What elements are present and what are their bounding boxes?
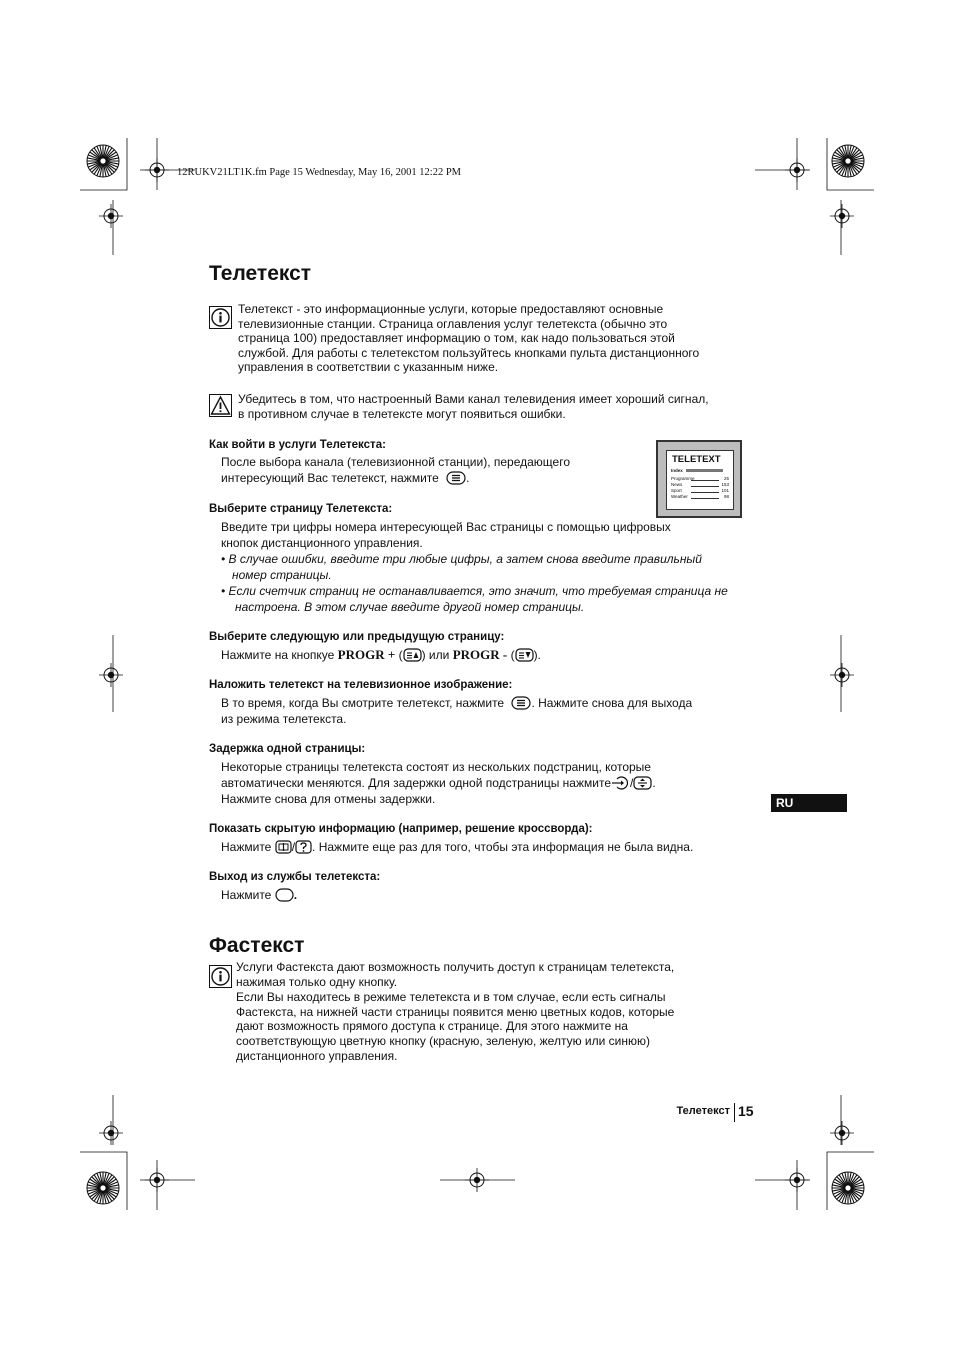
index-label: Index: [671, 468, 683, 473]
bullet-line: настроена. В этом случае введите другой номер страницы.: [235, 600, 585, 614]
text-fragment: ) или: [421, 648, 450, 662]
text-line: Услуги Фастекста дают возможность получить доступ к страницам телетекста,: [236, 960, 675, 974]
row-value: 25: [723, 476, 729, 481]
text-line: Телетекст - это информационные услуги, которые предоставляют основные: [238, 302, 664, 316]
text-fragment: . Нажмите снова для выхода: [531, 696, 693, 710]
text-line: Фастекста, на нижней части страницы появится меню цветных кодов, которые: [236, 1004, 675, 1019]
text-line: нажимая только одну кнопку.: [236, 974, 398, 989]
page-number: 15: [738, 1103, 754, 1119]
bullet-line: • Если счетчик страниц не останавливается, это значит, что требуемая страница не: [221, 584, 728, 598]
row-label: Weather: [671, 494, 688, 499]
page-title: Телетекст: [209, 262, 312, 285]
signal-warning: [238, 392, 709, 421]
text-line: [221, 470, 570, 486]
teletext-screen-illustration: [656, 440, 742, 518]
row-label: News: [671, 482, 683, 487]
teletext-screen-row: [671, 488, 729, 493]
text-fragment: В то время, когда Вы смотрите телетекст, нажмите: [221, 696, 505, 710]
text-line: телевизионные станции. Страница оглавления услуг телетекста (обычно это: [238, 316, 668, 331]
teletext-screen-inner: [666, 450, 734, 510]
progr-minus-label: PROGR -: [452, 647, 508, 662]
fastext-paragraph: [236, 960, 674, 1063]
text-fragment: . Нажмите еще раз для того, чтобы эта информация не была видна.: [312, 840, 694, 854]
section-heading-hold: Задержка одной страницы:: [209, 743, 366, 755]
teletext-button-icon: [511, 696, 531, 710]
text-fragment: /: [630, 776, 634, 790]
text-line: соответствующую цветную кнопку (красную, зеленую, желтую или синюю): [236, 1033, 650, 1048]
page-up-button-icon: [403, 648, 422, 662]
hold-button-icon: [633, 776, 652, 790]
text-fragment: ).: [533, 648, 541, 662]
text-line: страница 100) предоставляет информацию о том, как надо пользоваться этой: [238, 331, 675, 346]
section-heading-next-prev: Выберите следующую или предыдущую страницу:: [209, 631, 505, 643]
text-line: Некоторые страницы телетекста состоят из нескольких подстраниц, которые: [221, 760, 651, 774]
text-line: [221, 775, 656, 791]
text-line: управления в соответствии с указанным ниже.: [238, 360, 499, 375]
tv-button-icon: [275, 888, 294, 902]
section-heading-exit: Выход из службы телетекста:: [209, 871, 381, 883]
section-body-overlay: [221, 695, 692, 727]
bullet-line: • В случае ошибки, введите три любые цифры, а затем снова введите правильный: [221, 552, 702, 566]
fastext-title: Фастекст: [209, 934, 305, 957]
teletext-screen-index: [671, 468, 729, 473]
text-fragment: /: [291, 840, 296, 854]
language-tab: RU: [771, 794, 847, 812]
text-line: из режима телетекста.: [221, 712, 347, 726]
section-body-select: [221, 519, 728, 615]
section-body-enter: [221, 454, 570, 486]
text-fragment: Нажмите: [221, 840, 272, 854]
text-fragment: интересующий Вас телетекст, нажмите: [221, 471, 439, 485]
warning-icon: [209, 394, 232, 417]
text-fragment: .: [293, 888, 298, 902]
text-fragment: Нажмите: [221, 888, 272, 902]
text-line: службой. Для работы с телетекстом пользуйтесь кнопками пульта дистанционного: [238, 345, 700, 360]
index-bar: [686, 469, 723, 472]
bullet-line: номер страницы.: [232, 568, 332, 582]
file-header-line: 12RUKV21LT1K.fm Page 15 Wednesday, May 16, 2001 12:22 PM: [177, 167, 462, 178]
text-line: Введите три цифры номера интересующей Вас страницы с помощью цифровых: [221, 520, 671, 534]
text-line: кнопок дистанционного управления.: [221, 536, 423, 550]
text-line: в противном случае в телетексте могут появиться ошибки.: [238, 406, 566, 421]
section-body-hold: [221, 759, 656, 807]
footer-section-label: Телетекст: [676, 1105, 730, 1117]
text-fragment: автоматически меняются. Для задержки одной подстраницы нажмите: [221, 776, 611, 790]
teletext-screen-row: [671, 476, 729, 481]
info-icon: [209, 306, 232, 329]
reveal-question-icon: [295, 840, 312, 854]
footer-divider: [734, 1103, 735, 1122]
page-down-button-icon: [515, 648, 534, 662]
teletext-screen-row: [671, 482, 729, 487]
text-line: [221, 695, 692, 711]
text-line: После выбора канала (телевизионной станции), передающего: [221, 455, 571, 469]
section-body-reveal: [221, 839, 693, 855]
section-heading-overlay: Наложить телетекст на телевизионное изображение:: [209, 679, 513, 691]
teletext-screen-title: TELETEXT: [672, 454, 721, 465]
text-fragment: (: [510, 648, 515, 662]
teletext-button-icon: [446, 471, 466, 485]
hold-enter-icon: [611, 776, 630, 790]
row-label: Programme: [671, 476, 695, 481]
text-fragment: .: [652, 776, 656, 790]
section-heading-reveal: Показать скрытую информацию (например, решение кроссворда):: [209, 823, 593, 835]
text-fragment: (: [398, 648, 403, 662]
text-line: дают возможность прямого доступа к странице. Для этого нажмите на: [236, 1019, 628, 1034]
info-reveal-button-icon: [275, 840, 292, 854]
row-label: Sport: [671, 488, 682, 493]
teletext-intro: [238, 302, 699, 375]
row-value: 101: [721, 488, 729, 493]
text-line: Убедитесь в том, что настроенный Вами канал телевидения имеет хороший сигнал,: [238, 392, 709, 406]
section-body-next-prev: [221, 647, 541, 663]
info-icon: [209, 965, 232, 988]
section-heading-enter: Как войти в услуги Телетекста:: [209, 439, 386, 451]
text-line: Нажмите снова для отмены задержки.: [221, 792, 436, 806]
text-line: дистанционного управления.: [236, 1048, 398, 1063]
section-body-exit: [221, 887, 297, 903]
progr-plus-label: PROGR +: [337, 647, 396, 662]
text-fragment: .: [466, 471, 470, 485]
row-value: 153: [721, 482, 729, 487]
teletext-screen-row: [671, 494, 729, 499]
text-line: Если Вы находитесь в режиме телетекста и в том случае, если есть сигналы: [236, 990, 666, 1005]
section-heading-select: Выберите страницу Телетекста:: [209, 503, 393, 515]
text-fragment: Нажмите на кнопкуе: [221, 648, 335, 662]
row-value: 98: [723, 494, 729, 499]
